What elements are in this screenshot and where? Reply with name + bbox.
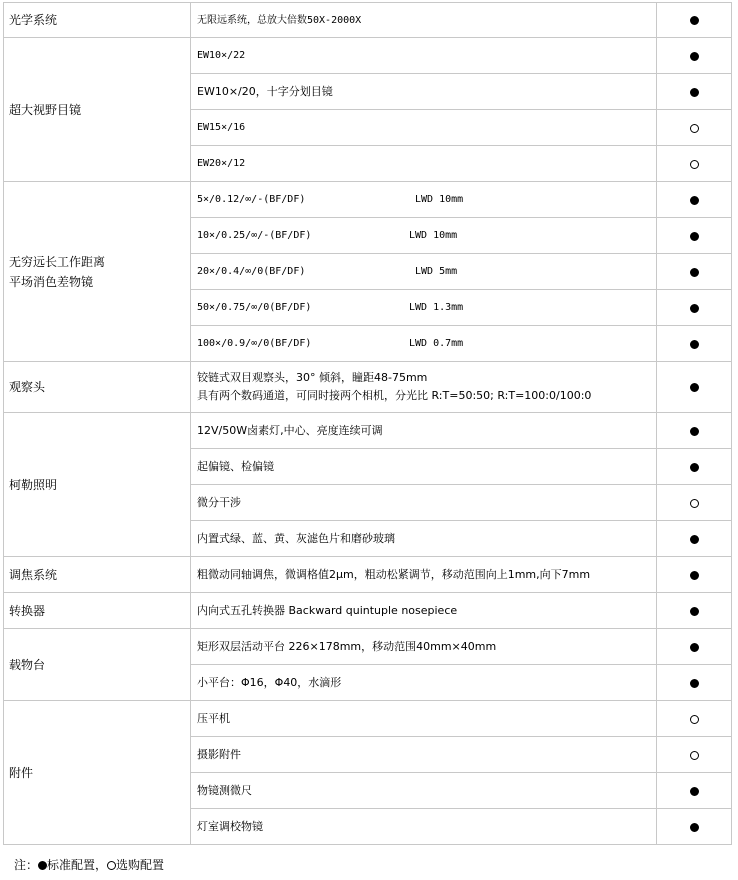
legend-standard: 标准配置， <box>47 858 108 872</box>
filled-circle-icon <box>690 232 699 241</box>
spec-cell: 小平台：Φ16，Φ40，水滴形 <box>191 665 657 701</box>
spec-line: 铰链式双目观察头，30° 倾斜，瞳距48-75mm <box>197 371 428 384</box>
filled-circle-icon <box>690 427 699 436</box>
table-row <box>4 38 732 74</box>
spec-cell: 灯室调校物镜 <box>191 809 657 845</box>
spec-text: EW10×/22 <box>197 50 246 61</box>
filled-circle-icon <box>690 196 699 205</box>
category-line: 无穷远长工作距离 <box>9 254 106 269</box>
filled-circle-icon <box>690 535 699 544</box>
lwd-text: LWD 10mm <box>409 230 458 241</box>
filled-circle-icon <box>690 607 699 616</box>
config-mark <box>657 290 732 326</box>
spec-text: EW15×/16 <box>197 122 246 133</box>
config-mark <box>657 146 732 182</box>
table-row <box>4 557 732 593</box>
spec-text: 100×/0.9/∞/0(BF/DF) <box>197 338 312 349</box>
config-mark <box>657 629 732 665</box>
filled-circle-icon <box>690 52 699 61</box>
category-cell: 转换器 <box>4 593 191 629</box>
spec-cell: 内置式绿、蓝、黄、灰滤色片和磨砂玻璃 <box>191 521 657 557</box>
config-mark <box>657 38 732 74</box>
table-row <box>4 3 732 38</box>
category-line: 平场消色差物镜 <box>9 274 94 289</box>
spec-cell: 12V/50W卤素灯,中心、亮度连续可调 <box>191 413 657 449</box>
table-row <box>4 629 732 665</box>
category-cell: 附件 <box>4 701 191 845</box>
legend-optional: 选购配置 <box>116 858 165 872</box>
open-circle-icon <box>690 751 699 760</box>
config-mark <box>657 557 732 593</box>
spec-cell <box>191 254 657 290</box>
category-cell: 载物台 <box>4 629 191 701</box>
table-row <box>4 413 732 449</box>
config-mark <box>657 521 732 557</box>
spec-cell: 微分干涉 <box>191 485 657 521</box>
config-mark <box>657 593 732 629</box>
spec-text: EW20×/12 <box>197 158 246 169</box>
config-mark <box>657 362 732 413</box>
spec-text: 5×/0.12/∞/-(BF/DF) <box>197 194 306 205</box>
open-circle-icon <box>690 160 699 169</box>
category-cell: 观察头 <box>4 362 191 413</box>
config-mark <box>657 809 732 845</box>
spec-text: 50×/0.75/∞/0(BF/DF) <box>197 302 312 313</box>
spec-cell <box>191 182 657 218</box>
spec-cell <box>191 290 657 326</box>
filled-circle-icon <box>38 861 47 870</box>
spec-cell: 内向式五孔转换器 Backward quintuple nosepiece <box>191 593 657 629</box>
config-mark <box>657 773 732 809</box>
filled-circle-icon <box>690 88 699 97</box>
lwd-text: LWD 0.7mm <box>409 338 464 349</box>
spec-cell: EW10×/20，十字分划目镜 <box>191 74 657 110</box>
config-mark <box>657 665 732 701</box>
open-circle-icon <box>690 124 699 133</box>
filled-circle-icon <box>690 304 699 313</box>
spec-cell <box>191 3 657 38</box>
category-cell: 光学系统 <box>4 3 191 38</box>
spec-cell: 摄影附件 <box>191 737 657 773</box>
lwd-text: LWD 1.3mm <box>409 302 464 313</box>
category-cell: 超大视野目镜 <box>4 38 191 182</box>
filled-circle-icon <box>690 16 699 25</box>
config-mark <box>657 74 732 110</box>
spec-text: 10×/0.25/∞/-(BF/DF) <box>197 230 312 241</box>
legend-note <box>14 856 164 873</box>
spec-cell <box>191 146 657 182</box>
config-mark <box>657 182 732 218</box>
filled-circle-icon <box>690 340 699 349</box>
table-row <box>4 182 732 218</box>
spec-cell: 压平机 <box>191 701 657 737</box>
table-row <box>4 701 732 737</box>
spec-line: 具有两个数码通道，可同时接两个相机，分光比 R:T=50:50; R:T=100:0/100:0 <box>197 389 592 402</box>
spec-cell: 起偏镜、检偏镜 <box>191 449 657 485</box>
spec-text: 无限远系统，总放大倍数50X-2000X <box>197 14 362 26</box>
lwd-text: LWD 5mm <box>415 266 458 277</box>
spec-cell: 矩形双层活动平台 226×178mm，移动范围40mm×40mm <box>191 629 657 665</box>
category-cell <box>4 182 191 362</box>
spec-text: 20×/0.4/∞/0(BF/DF) <box>197 266 306 277</box>
config-mark <box>657 3 732 38</box>
filled-circle-icon <box>690 643 699 652</box>
spec-cell: 物镜测微尺 <box>191 773 657 809</box>
filled-circle-icon <box>690 383 699 392</box>
spec-cell <box>191 326 657 362</box>
filled-circle-icon <box>690 823 699 832</box>
config-mark <box>657 326 732 362</box>
filled-circle-icon <box>690 679 699 688</box>
spec-cell <box>191 362 657 413</box>
config-mark <box>657 737 732 773</box>
legend-prefix: 注： <box>14 858 39 872</box>
category-cell: 柯勒照明 <box>4 413 191 557</box>
table-row <box>4 362 732 413</box>
spec-cell <box>191 110 657 146</box>
config-mark <box>657 485 732 521</box>
open-circle-icon <box>690 715 699 724</box>
spec-cell <box>191 218 657 254</box>
filled-circle-icon <box>690 463 699 472</box>
spec-cell: 粗微动同轴调焦，微调格值2μm，粗动松紧调节，移动范围向上1mm,向下7mm <box>191 557 657 593</box>
config-mark <box>657 449 732 485</box>
config-mark <box>657 701 732 737</box>
category-cell: 调焦系统 <box>4 557 191 593</box>
config-mark <box>657 110 732 146</box>
config-mark <box>657 254 732 290</box>
config-mark <box>657 413 732 449</box>
open-circle-icon <box>107 861 116 870</box>
config-mark <box>657 218 732 254</box>
lwd-text: LWD 10mm <box>415 194 464 205</box>
open-circle-icon <box>690 499 699 508</box>
spec-cell <box>191 38 657 74</box>
filled-circle-icon <box>690 268 699 277</box>
filled-circle-icon <box>690 571 699 580</box>
filled-circle-icon <box>690 787 699 796</box>
table-row <box>4 593 732 629</box>
spec-table <box>3 2 732 845</box>
